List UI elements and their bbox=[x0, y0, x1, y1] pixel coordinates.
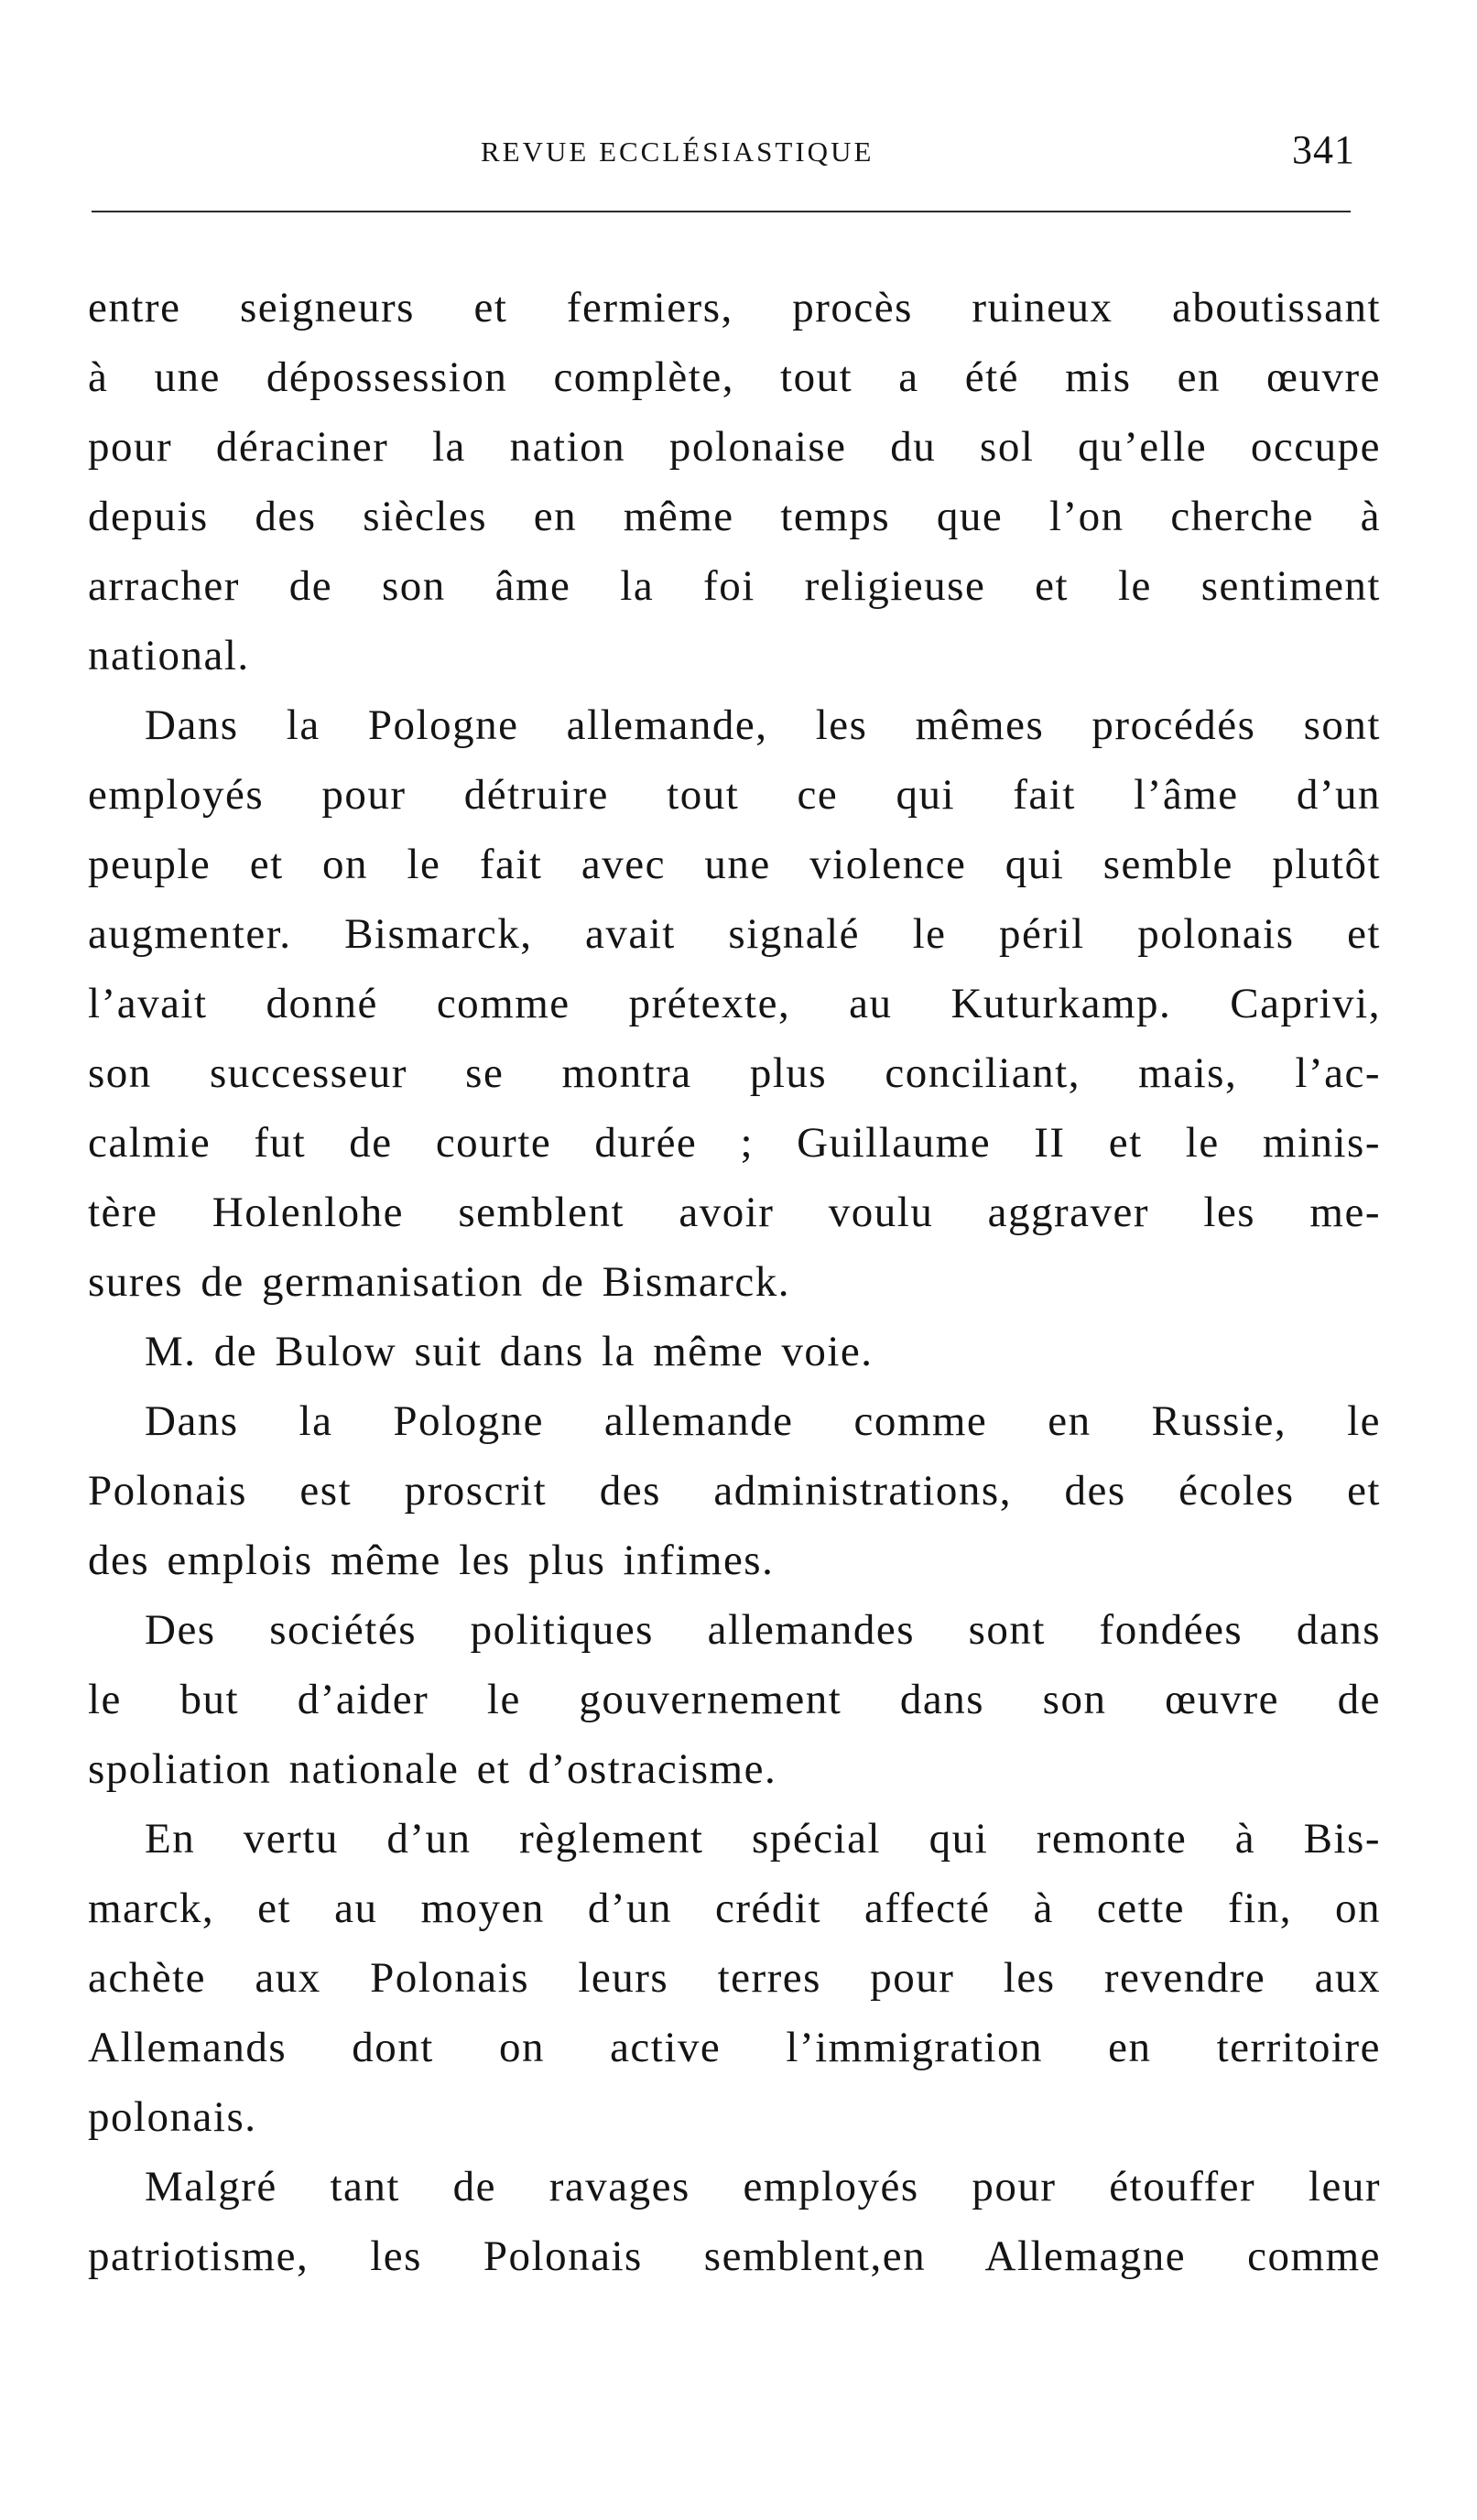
text-line: arracher de son âme la foi religieuse et le sentiment bbox=[88, 562, 1381, 610]
text-line: tère Holenlohe semblent avoir voulu aggraver les me- bbox=[88, 1189, 1381, 1236]
text-line: l’avait donné comme prétexte, au Kuturkamp. Caprivi, bbox=[88, 980, 1381, 1027]
text-line: à une dépossession complète, tout a été mis en œuvre bbox=[88, 353, 1381, 401]
text-line: sures de germanisation de Bismarck. bbox=[88, 1258, 790, 1306]
text-line: Dans la Pologne allemande, les mêmes procédés sont bbox=[145, 701, 1381, 749]
page-number: 341 bbox=[1292, 127, 1355, 172]
body-text bbox=[88, 273, 1381, 2291]
text-line: depuis des siècles en même temps que l’on cherche à bbox=[88, 493, 1381, 540]
text-line: le but d’aider le gouvernement dans son œuvre de bbox=[88, 1676, 1381, 1723]
text-line: entre seigneurs et fermiers, procès ruineux aboutissant bbox=[88, 284, 1381, 331]
text-line: Malgré tant de ravages employés pour étouffer leur bbox=[145, 2163, 1381, 2210]
text-line: marck, et au moyen d’un crédit affecté à cette fin, on bbox=[88, 1885, 1381, 1932]
text-line: Polonais est proscrit des administrations, des écoles et bbox=[88, 1467, 1381, 1515]
text-line: En vertu d’un règlement spécial qui remonte à Bis- bbox=[145, 1815, 1381, 1863]
text-line: Dans la Pologne allemande comme en Russie, le bbox=[145, 1397, 1381, 1445]
text-line: pour déraciner la nation polonaise du sol qu’elle occupe bbox=[88, 423, 1381, 471]
text-line: spoliation nationale et d’ostracisme. bbox=[88, 1745, 777, 1793]
text-line: employés pour détruire tout ce qui fait l’âme d’un bbox=[88, 771, 1381, 819]
text-line: des emplois même les plus infimes. bbox=[88, 1537, 775, 1584]
text-line: calmie fut de courte durée ; Guillaume II et le minis- bbox=[88, 1119, 1381, 1167]
text-line: peuple et on le fait avec une violence qui semble plutôt bbox=[88, 841, 1381, 888]
header-rule bbox=[92, 211, 1351, 212]
text-line: polonais. bbox=[88, 2093, 257, 2141]
text-line: Des sociétés politiques allemandes sont fondées dans bbox=[145, 1606, 1381, 1654]
text-line: national. bbox=[88, 632, 250, 679]
text-line: son successeur se montra plus conciliant, mais, l’ac- bbox=[88, 1049, 1381, 1097]
text-line: M. de Bulow suit dans la même voie. bbox=[145, 1328, 874, 1375]
text-line: achète aux Polonais leurs terres pour les revendre aux bbox=[88, 1954, 1381, 2002]
running-header bbox=[92, 126, 1355, 181]
text-line: patriotisme, les Polonais semblent,en Allemagne comme bbox=[88, 2232, 1381, 2280]
text-line: Allemands dont on active l’immigration en territoire bbox=[88, 2024, 1381, 2071]
text-line: augmenter. Bismarck, avait signalé le péril polonais et bbox=[88, 910, 1381, 958]
journal-title: REVUE ECCLÉSIASTIQUE bbox=[481, 136, 874, 168]
